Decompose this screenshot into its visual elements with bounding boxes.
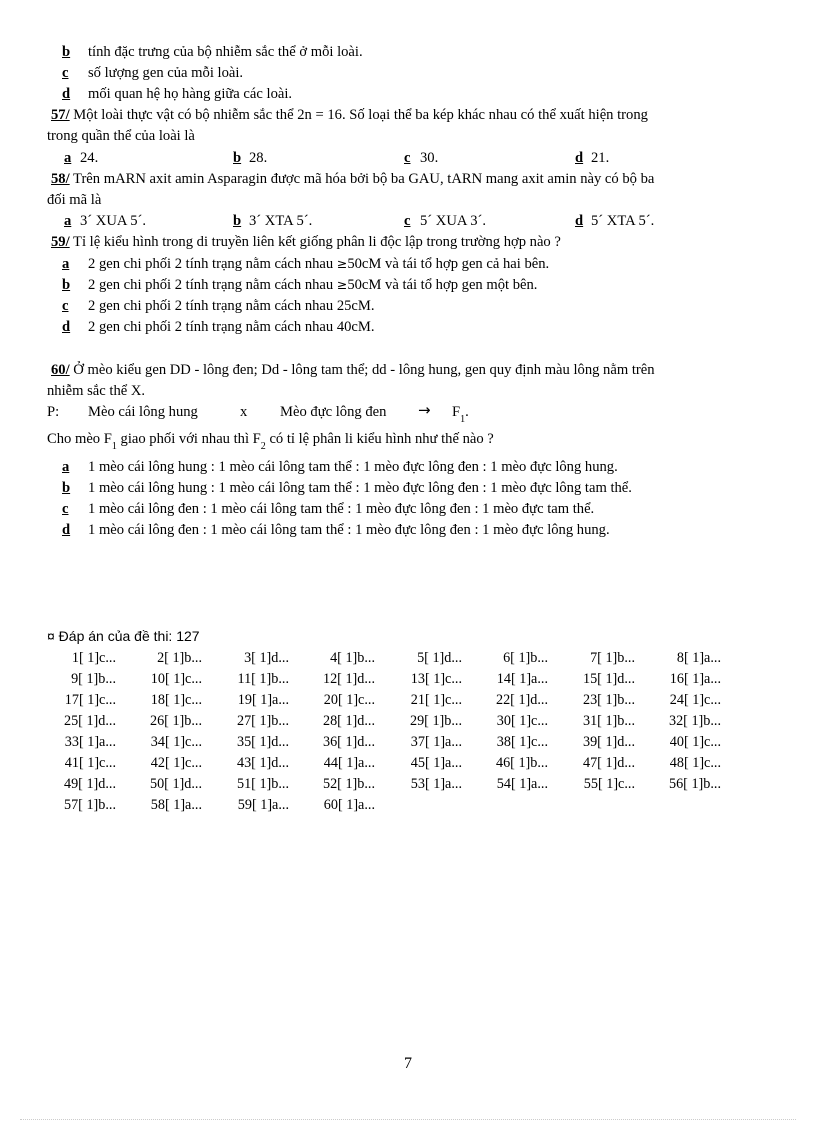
answer-cell: 18[ 1]c... [150,692,202,708]
q60-sub2: 2 [260,441,266,452]
option-text: 2 gen chi phối 2 tính trạng nằm cách nhau 25cM. [88,298,375,314]
option-text: 3´ XUA 5´. [80,213,147,229]
greater-equal-symbol: ≥ [336,256,348,271]
answer-cell: 51[ 1]b... [236,776,289,792]
f1-dot: . [465,404,469,420]
q57-text: Một loài thực vật có bộ nhiễm sắc thể 2n = 16. Số loại thể ba kép khác nhau có thể xuất hiện trong [69,107,648,123]
answer-cell: 35[ 1]d... [236,734,289,750]
answer-cell: 47[ 1]d... [582,755,635,771]
cross-symbol: x [240,404,248,420]
option-text: 5´ XTA 5´. [591,213,655,229]
option-letter: a [62,256,70,272]
q56-option-b [62,43,363,61]
q60-question-part2: giao phối với nhau thì F [116,431,261,447]
answer-cell: 8[ 1]a... [676,650,721,666]
answer-cell: 6[ 1]b... [503,650,548,666]
q58-number: 58/ [51,171,70,187]
answer-cell: 2[ 1]b... [157,650,202,666]
option-letter: a [64,213,72,229]
option-text: 1 mèo cái lông đen : 1 mèo cái lông tam thể : 1 mèo đực lông đen : 1 mèo đực tam thể. [88,501,595,517]
answer-cell: 41[ 1]c... [64,755,116,771]
option-text: 5´ XUA 3´. [420,213,487,229]
answer-cell: 27[ 1]b... [236,713,289,729]
answer-cell: 23[ 1]b... [582,692,635,708]
q58-option-d [575,212,654,230]
q58-text: Trên mARN axit amin Asparagin được mã hóa bởi bộ ba GAU, tARN mang axit amin này có bộ ba [69,171,655,187]
answer-cell: 10[ 1]c... [150,671,202,687]
option-letter: b [62,277,71,293]
answer-cell: 37[ 1]a... [410,734,462,750]
option-text: tính đặc trưng của bộ nhiễm sắc thể ở mỗi loài. [88,44,363,60]
option-text-end: 50cM và tái tổ hợp gen một bên. [347,277,538,293]
q57-option-d [575,149,609,167]
q60-option-c [62,500,594,518]
q59-option-d [62,318,375,336]
option-letter: c [62,501,69,517]
q60-text: Ở mèo kiểu gen DD - lông đen; Dd - lông tam thể; dd - lông hung, gen quy định màu lông nằm trên [69,362,655,378]
answer-cell: 30[ 1]c... [496,713,548,729]
option-letter: b [62,44,71,60]
option-letter: c [62,298,69,314]
answer-cell: 36[ 1]d... [322,734,375,750]
q60-sub1: 1 [111,441,117,452]
q60-question-part1: Cho mèo F [47,431,112,447]
option-letter: b [62,480,71,496]
answer-cell: 52[ 1]b... [322,776,375,792]
q56-option-d [62,85,292,103]
answer-cell: 44[ 1]a... [323,755,375,771]
q60-option-a [62,458,618,476]
option-letter: a [64,150,72,166]
answer-cell: 12[ 1]d... [322,671,375,687]
answer-cell: 59[ 1]a... [237,797,289,813]
option-text: 30. [420,150,439,166]
answer-cell: 55[ 1]c... [583,776,635,792]
q59-number: 59/ [51,234,70,250]
q57-option-b [233,149,267,167]
option-text: 1 mèo cái lông đen : 1 mèo cái lông tam thể : 1 mèo đực lông đen : 1 mèo đực lông hung. [88,522,610,538]
answer-cell: 13[ 1]c... [410,671,462,687]
option-letter: a [62,459,70,475]
q56-option-c [62,64,243,82]
page-bottom-divider [20,1119,796,1120]
option-text: 1 mèo cái lông hung : 1 mèo cái lông tam thể : 1 mèo đực lông đen : 1 mèo đực lông hung. [88,459,618,475]
cross-female: Mèo cái lông hung [88,404,198,420]
option-letter: c [404,150,411,166]
q59-option-a [62,255,549,273]
q57-option-a [64,149,98,167]
q60-stem-cont: nhiễm sắc thể X. [47,383,146,399]
option-letter: d [575,213,584,229]
q60-option-d [62,521,610,539]
answer-cell: 21[ 1]c... [410,692,462,708]
q60-question-part3: có tỉ lệ phân li kiểu hình như thế nào ? [265,431,494,447]
q57-stem [51,106,648,124]
option-letter: d [62,522,71,538]
greater-equal-symbol: ≥ [336,277,348,292]
answer-cell: 29[ 1]b... [409,713,462,729]
option-text: 1 mèo cái lông hung : 1 mèo cái lông tam thể : 1 mèo đực lông đen : 1 mèo đực lông tam thể. [88,480,632,496]
answer-cell: 15[ 1]d... [582,671,635,687]
answer-cell: 40[ 1]c... [669,734,721,750]
answer-cell: 57[ 1]b... [63,797,116,813]
option-letter: d [62,86,71,102]
option-letter: b [233,150,242,166]
q59-option-c [62,297,375,315]
cross-p-label: P: [47,404,60,420]
q58-stem [51,170,654,188]
option-letter: b [233,213,242,229]
answer-cell: 46[ 1]b... [495,755,548,771]
answer-cell: 32[ 1]b... [668,713,721,729]
option-text-end: 50cM và tái tổ hợp gen cả hai bên. [347,256,550,272]
answer-cell: 31[ 1]b... [582,713,635,729]
answer-cell: 1[ 1]c... [71,650,116,666]
answer-cell: 20[ 1]c... [323,692,375,708]
option-text: 2 gen chi phối 2 tính trạng nằm cách nhau [88,277,337,293]
answer-cell: 54[ 1]a... [496,776,548,792]
answer-cell: 53[ 1]a... [410,776,462,792]
f-letter: F [452,404,461,420]
answer-cell: 45[ 1]a... [410,755,462,771]
arrow-icon: → [418,401,431,419]
option-letter: c [404,213,411,229]
q57-number: 57/ [51,107,70,123]
option-text: số lượng gen của mỗi loài. [88,65,244,81]
answer-cell: 5[ 1]d... [417,650,462,666]
answer-cell: 17[ 1]c... [64,692,116,708]
q59-text: Tỉ lệ kiểu hình trong di truyền liên kết giống phân li độc lập trong trường hợp nào ? [69,234,561,250]
answer-cell: 50[ 1]d... [149,776,202,792]
answer-cell: 33[ 1]a... [64,734,116,750]
answer-cell: 16[ 1]a... [669,671,721,687]
answer-cell: 39[ 1]d... [582,734,635,750]
answer-key-marker: ¤ [47,628,55,644]
q57-stem-cont: trong quần thể của loài là [47,128,195,144]
q58-option-b [233,212,312,230]
option-letter: c [62,65,69,81]
answer-cell: 60[ 1]a... [323,797,375,813]
q60-stem [51,361,655,379]
answer-key-title [47,627,200,645]
answer-cell: 24[ 1]c... [669,692,721,708]
option-text: mối quan hệ họ hàng giữa các loài. [88,86,293,102]
q57-option-c [404,149,438,167]
option-text: 2 gen chi phối 2 tính trạng nằm cách nhau [88,256,337,272]
answer-cell: 3[ 1]d... [244,650,289,666]
f1-subscript: 1 [460,414,466,425]
option-text: 28. [249,150,268,166]
answer-cell: 56[ 1]b... [668,776,721,792]
answer-cell: 22[ 1]d... [495,692,548,708]
answer-cell: 26[ 1]b... [149,713,202,729]
cross-male: Mèo đực lông đen [280,404,387,420]
answer-cell: 9[ 1]b... [71,671,116,687]
q58-stem-cont: đối mã là [47,192,102,208]
answer-cell: 49[ 1]d... [63,776,116,792]
q60-option-b [62,479,632,497]
cross-f1 [452,403,469,425]
option-text: 2 gen chi phối 2 tính trạng nằm cách nhau 40cM. [88,319,375,335]
answer-cell: 42[ 1]c... [150,755,202,771]
q58-option-a [64,212,146,230]
q59-stem [51,233,561,251]
answer-cell: 14[ 1]a... [496,671,548,687]
answer-cell: 48[ 1]c... [669,755,721,771]
answer-cell: 43[ 1]d... [236,755,289,771]
option-letter: d [62,319,71,335]
answer-cell: 7[ 1]b... [590,650,635,666]
answer-cell: 11[ 1]b... [237,671,289,687]
page-number: 7 [404,1055,412,1072]
answer-cell: 25[ 1]d... [63,713,116,729]
option-text: 3´ XTA 5´. [249,213,313,229]
answer-cell: 19[ 1]a... [237,692,289,708]
answer-cell: 28[ 1]d... [322,713,375,729]
q58-option-c [404,212,486,230]
answer-cell: 38[ 1]c... [496,734,548,750]
q60-number: 60/ [51,362,70,378]
answer-cell: 34[ 1]c... [150,734,202,750]
answer-cell: 4[ 1]b... [330,650,375,666]
answer-cell: 58[ 1]a... [150,797,202,813]
option-letter: d [575,150,584,166]
answer-key-title-text: Đáp án của đề thi: 127 [54,628,200,644]
option-text: 21. [591,150,610,166]
option-text: 24. [80,150,99,166]
q59-option-b [62,276,537,294]
q60-question [47,430,494,452]
